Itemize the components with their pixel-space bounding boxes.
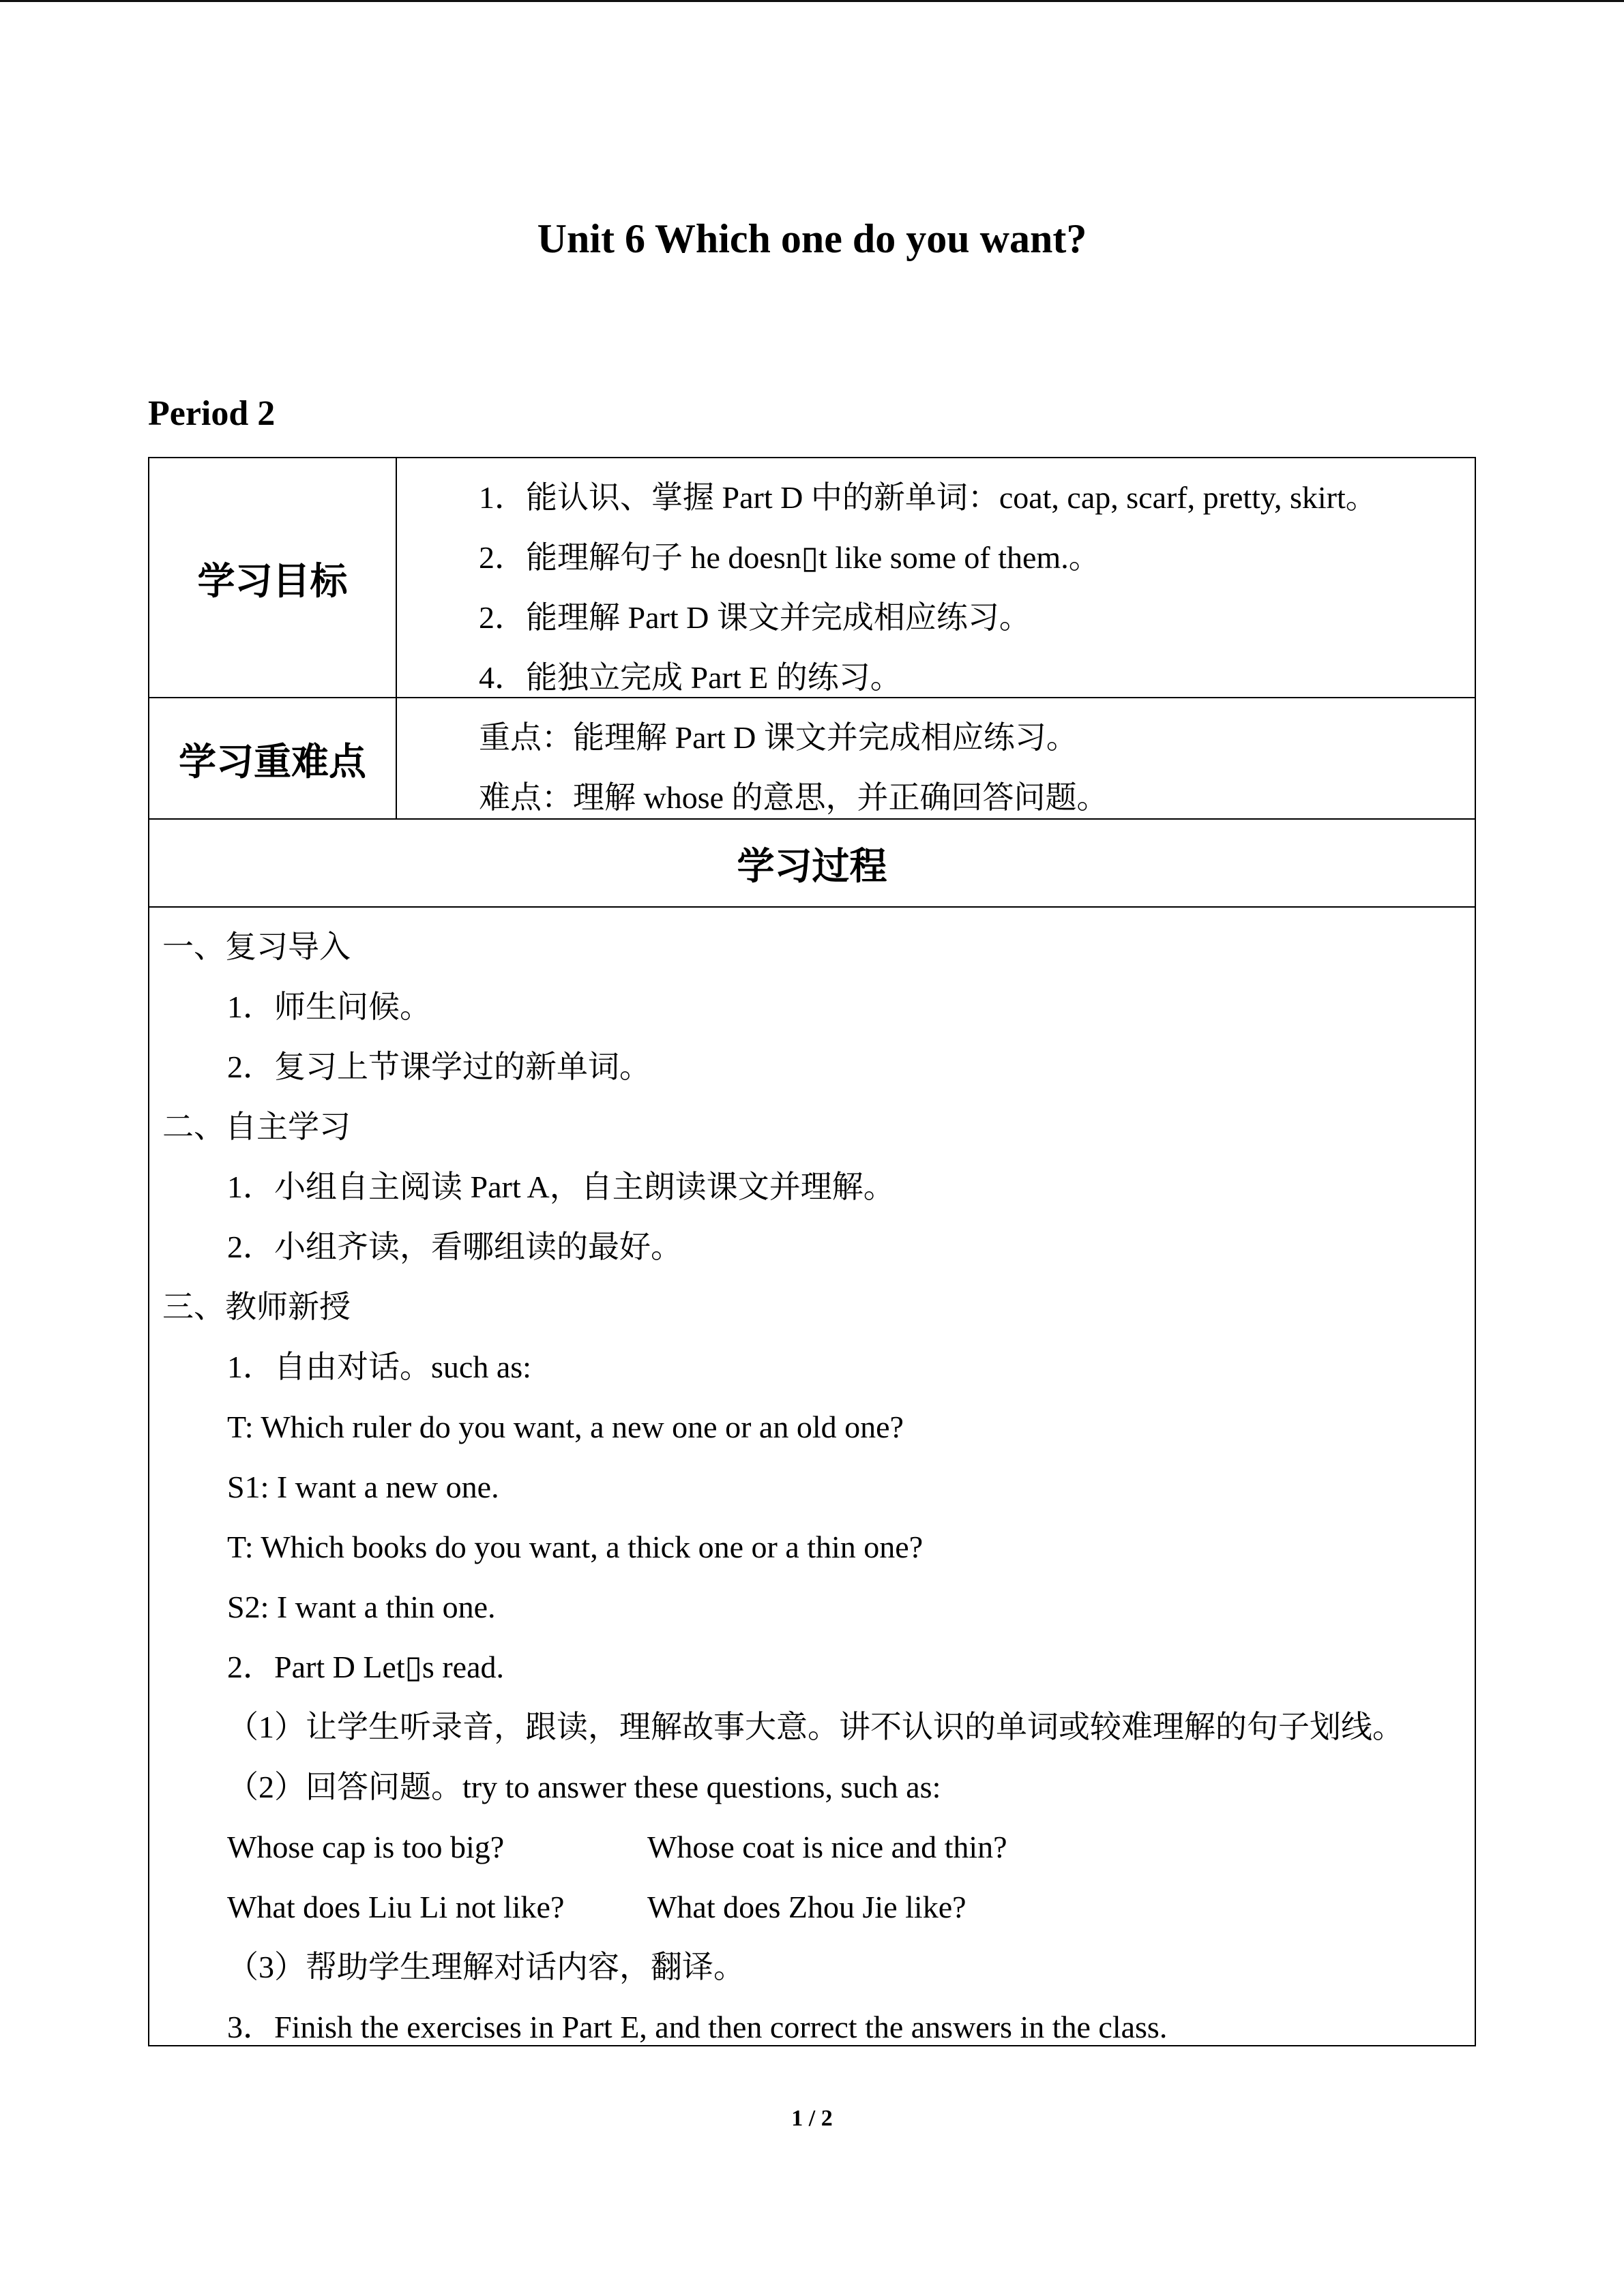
question-row	[162, 1817, 1475, 1877]
key-points-row	[149, 697, 1475, 818]
objective-item: 4．能独立完成 Part E 的练习。	[479, 660, 902, 695]
process-line: （3）帮助学生理解对话内容，翻译。	[227, 1950, 745, 1984]
process-label: 学习过程	[737, 845, 887, 887]
objective-item: 2．能理解 Part D 课文并完成相应练习。	[479, 600, 1031, 635]
process-line: 1．自由对话。such as:	[227, 1350, 531, 1384]
key-point-item: 难点：理解 whose 的意思，并正确回答问题。	[479, 780, 1108, 815]
process-line: （1）让学生听录音，跟读，理解故事大意。讲不认识的单词或较难理解的句子划线。	[227, 1710, 1404, 1744]
lesson-table	[148, 457, 1476, 2046]
dialogue-line: T: Which books do you want, a thick one or a thin one?	[227, 1530, 924, 1564]
question-row	[162, 1877, 1475, 1937]
process-line: （2）回答问题。try to answer these questions, such as:	[227, 1770, 941, 1804]
objective-item: 2．能理解句子 he doesn▯t like some of them.。	[479, 540, 1100, 575]
process-line: 1．小组自主阅读 Part A，自主朗读课文并理解。	[227, 1169, 895, 1204]
objectives-label: 学习目标	[149, 458, 397, 697]
key-points-label: 学习重难点	[149, 698, 397, 818]
process-line: 2．Part D Let▯s read.	[227, 1650, 504, 1684]
process-line: 2．小组齐读，看哪组读的最好。	[227, 1229, 682, 1264]
key-point-item: 重点：能理解 Part D 课文并完成相应练习。	[479, 720, 1078, 755]
section-heading: 三、教师新授	[162, 1289, 351, 1324]
question-text: Whose cap is too big?	[227, 1830, 505, 1864]
objectives-content	[397, 458, 1475, 697]
process-line: 2．复习上节课学过的新单词。	[227, 1049, 651, 1084]
section-heading: 二、自主学习	[162, 1109, 351, 1144]
question-text: Whose coat is nice and thin?	[647, 1830, 1007, 1864]
objectives-row	[149, 458, 1475, 697]
objective-item: 1．能认识、掌握 Part D 中的新单词：coat, cap, scarf, pretty, skirt。	[479, 480, 1377, 515]
process-header-row	[149, 818, 1475, 906]
page-number: 1 / 2	[791, 2106, 833, 2131]
process-line: 3．Finish the exercises in Part E, and then correct the answers in the class.	[227, 2010, 1168, 2044]
dialogue-line: T: Which ruler do you want, a new one or an old one?	[227, 1410, 904, 1444]
process-content	[149, 906, 1475, 2045]
question-text: What does Liu Li not like?	[227, 1890, 565, 1924]
page-top-edge	[0, 0, 1624, 2]
question-text: What does Zhou Jie like?	[647, 1890, 966, 1924]
document-title: Unit 6 Which one do you want?	[537, 216, 1087, 261]
dialogue-line: S1: I want a new one.	[227, 1470, 499, 1504]
key-points-content	[397, 698, 1475, 818]
section-heading: 一、复习导入	[162, 929, 351, 964]
process-line: 1．师生问候。	[227, 989, 431, 1024]
period-heading: Period 2	[148, 394, 276, 433]
dialogue-line: S2: I want a thin one.	[227, 1590, 496, 1624]
